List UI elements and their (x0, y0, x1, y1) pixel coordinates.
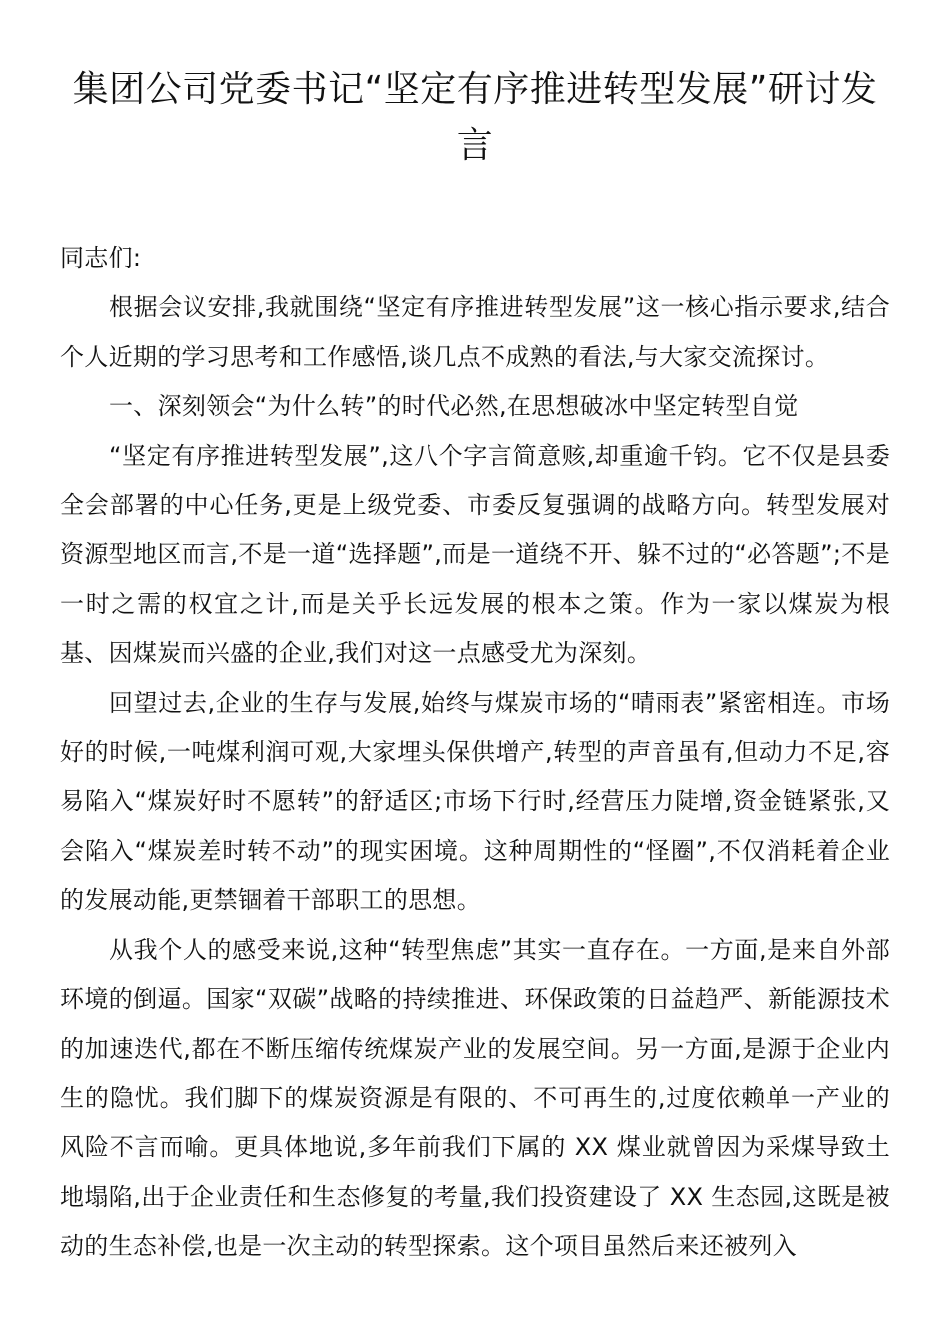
document-title: 集团公司党委书记“坚定有序推进转型发展”研讨发言 (72, 69, 878, 166)
salutation: 同志们: (60, 244, 142, 272)
paragraph-3: 从我个人的感受来说,这种“转型焦虑”其实一直存在。一方面,是来自外部环境的倒逼。国家“双碳”战略的持续推进、环保政策的日益趋严、新能源技术的加速迭代,都在不断压缩传统煤炭产业的发展空间。另一方面,是源于企业内生的隐忧。我们脚下的煤炭资源是有限的、不可再生的,过度依赖单一产业的风险不言而喻。更具体地说,多年前我们下属的 XX 煤业就曾因为采煤导致土地塌陷,出于企业责任和生态修复的考量,我们投资建设了 XX 生态园,这既是被动的生态补偿,也是一次主动的转型探索。这个项目虽然后来还被列入 (60, 935, 890, 1261)
section-heading-1: 一、深刻领会“为什么转”的时代必然,在思想破冰中坚定转型自觉 (109, 392, 799, 421)
document-body (60, 234, 890, 1272)
paragraph-intro: 根据会议安排,我就围绕“坚定有序推进转型发展”这一核心指示要求,结合个人近期的学习思考和工作感悟,谈几点不成熟的看法,与大家交流探讨。 (60, 293, 890, 371)
paragraph-2: 回望过去,企业的生存与发展,始终与煤炭市场的“晴雨表”紧密相连。市场好的时候,一吨煤利润可观,大家埋头保供增产,转型的声音虽有,但动力不足,容易陷入“煤炭好时不愿转”的舒适区;市场下行时,经营压力陡增,资金链紧张,又会陷入“煤炭差时转不动”的现实困境。这种周期性的“怪圈”,不仅消耗着企业的发展动能,更禁锢着干部职工的思想。 (60, 688, 890, 915)
paragraph-1: “坚定有序推进转型发展”,这八个字言简意赅,却重逾千钧。它不仅是县委全会部署的中心任务,更是上级党委、市委反复强调的战略方向。转型发展对资源型地区而言,不是一道“选择题”,而是一道绕不开、躲不过的“必答题”;不是一时之需的权宜之计,而是关乎长远发展的根本之策。作为一家以煤炭为根基、因煤炭而兴盛的企业,我们对这一点感受尤为深刻。 (60, 441, 890, 668)
